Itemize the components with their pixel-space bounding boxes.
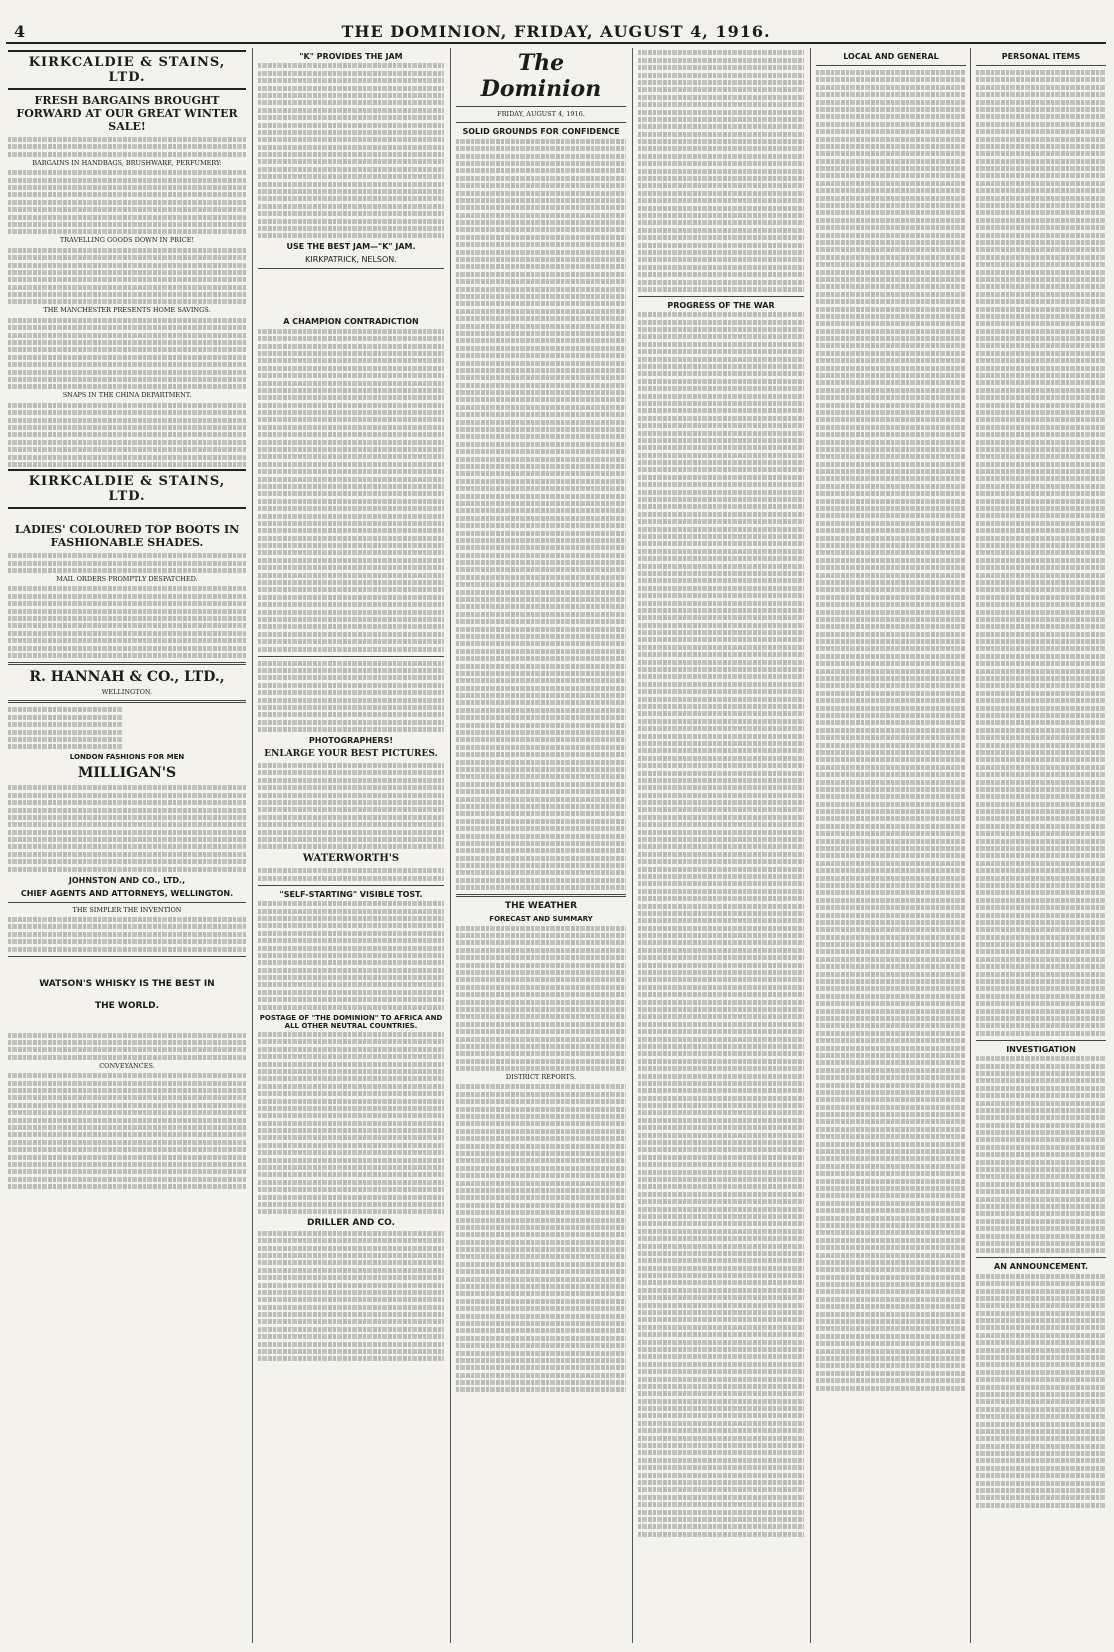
jam-use: USE THE BEST JAM—"K" JAM. <box>286 242 416 252</box>
district-heading: DISTRICT REPORTS. <box>505 1073 577 1082</box>
divider <box>976 1040 1106 1041</box>
conveyances-heading: CONVEYANCES. <box>99 1061 155 1070</box>
divider <box>638 296 804 297</box>
page-header <box>6 22 1106 44</box>
hannah-sub: WELLINGTON. <box>101 688 153 696</box>
jam-place: KIRKPATRICK, NELSON. <box>305 255 397 265</box>
article-text <box>456 926 626 1071</box>
divider <box>8 956 246 957</box>
boots-title: LADIES' COLOURED TOP BOOTS IN FASHIONABLE SHADES. <box>14 523 240 550</box>
champion-title: A CHAMPION CONTRADICTION <box>283 317 419 327</box>
column-rule <box>632 48 633 1643</box>
advert-text <box>258 63 444 238</box>
sale-title: FRESH BARGAINS BROUGHT FORWARD AT OUR GREAT WINTER SALE! <box>16 94 238 133</box>
column-rule <box>450 48 451 1643</box>
advert-text <box>258 763 444 849</box>
whisky-ad: WATSON'S WHISKY IS THE BEST IN THE WORLD. <box>39 978 215 1011</box>
advert-text <box>8 707 123 749</box>
editorial-column <box>456 48 626 1643</box>
divider <box>976 65 1106 66</box>
divider <box>816 65 966 66</box>
agents-heading: CHIEF AGENTS AND ATTORNEYS, WELLINGTON. <box>20 888 234 898</box>
jam-title: "K" PROVIDES THE JAM <box>299 52 403 61</box>
column-rule <box>252 48 253 1643</box>
postage-title: POSTAGE OF "THE DOMINION" TO AFRICA AND ALL OTHER NEUTRAL COUNTRIES. <box>259 1013 443 1030</box>
johnston-heading: JOHNSTON AND CO., LTD., <box>68 875 186 885</box>
war-column <box>638 48 804 1643</box>
advert-text <box>8 403 246 467</box>
kirkcaldie-title-2: KIRKCALDIE & STAINS, LTD. <box>8 469 246 509</box>
personal-title: PERSONAL ITEMS <box>1001 52 1081 61</box>
advert-text <box>258 901 444 1009</box>
advert-text <box>8 785 246 871</box>
hannah-title: R. HANNAH & CO., LTD., <box>29 669 225 685</box>
divider <box>8 662 246 665</box>
article-text <box>976 1056 1106 1253</box>
local-column <box>816 48 966 1643</box>
kirkcaldie-title: KIRKCALDIE & STAINS, LTD. <box>8 50 246 90</box>
advert-text <box>8 586 246 658</box>
announcement-title: AN ANNOUNCEMENT. <box>994 1262 1088 1272</box>
divider <box>8 902 246 903</box>
driller-title: DRILLER AND CO. <box>306 1218 395 1229</box>
article-text <box>456 139 626 890</box>
photographers-title: PHOTOGRAPHERS! <box>308 736 394 746</box>
divider <box>456 122 626 123</box>
progress-title: PROGRESS OF THE WAR <box>667 300 775 310</box>
advert-text <box>8 1073 246 1189</box>
self-starting-title: "SELF-STARTING" VISIBLE TOST. <box>279 889 423 899</box>
divider <box>8 700 246 703</box>
mail-heading: MAIL ORDERS PROMPTLY DESPATCHED. <box>56 575 198 584</box>
advert-text <box>258 868 444 880</box>
leader-title: SOLID GROUNDS FOR CONFIDENCE <box>462 127 620 137</box>
advert-text <box>8 248 246 305</box>
investigation-title: INVESTIGATION <box>1006 1044 1076 1054</box>
advert-column-2 <box>258 48 444 1643</box>
article-text <box>976 1274 1106 1508</box>
milligans-sub: LONDON FASHIONS FOR MEN <box>69 753 185 762</box>
article-text <box>638 50 804 292</box>
column-rule <box>810 48 811 1643</box>
simpler-heading: THE SIMPLER THE INVENTION <box>72 905 182 914</box>
local-title: LOCAL AND GENERAL <box>843 52 939 61</box>
advert-text <box>258 1032 444 1214</box>
article-text <box>456 1084 626 1392</box>
column-rule <box>970 48 971 1643</box>
advert-text <box>8 137 246 157</box>
masthead: THE DOMINION, FRIDAY, AUGUST 4, 1916. <box>341 22 771 41</box>
article-text <box>816 70 966 1391</box>
advert-text <box>8 917 246 952</box>
travelling-heading: TRAVELLING GOODS DOWN IN PRICE! <box>59 236 195 245</box>
manchester-heading: THE MANCHESTER PRESENTS HOME SAVINGS. <box>43 306 211 315</box>
divider <box>258 656 444 657</box>
advert-text <box>8 553 246 573</box>
advert-text <box>8 1033 246 1060</box>
divider <box>976 1257 1106 1258</box>
waterworths-title: WATERWORTH'S <box>302 853 400 865</box>
divider <box>258 885 444 886</box>
page-number: 4 <box>14 22 26 41</box>
dateline: FRIDAY, AUGUST 4, 1916. <box>497 110 585 118</box>
china-heading: SNAPS IN THE CHINA DEPARTMENT. <box>62 391 192 400</box>
enlarge-title: ENLARGE YOUR BEST PICTURES. <box>264 749 438 760</box>
divider <box>456 106 626 107</box>
divider <box>456 894 626 897</box>
advert-text <box>8 318 246 390</box>
advert-text <box>8 170 246 234</box>
divider <box>258 268 444 269</box>
milligans-title: MILLIGAN'S <box>77 765 177 782</box>
weather-title: THE WEATHER <box>504 901 578 912</box>
advert-text <box>258 1231 444 1362</box>
advert-column <box>8 48 246 1643</box>
advert-text <box>258 329 444 652</box>
weather-sub: FORECAST AND SUMMARY <box>489 915 593 924</box>
advert-text <box>258 661 444 733</box>
personal-column <box>976 48 1106 1643</box>
article-text <box>638 312 804 1536</box>
dominion-logo: The Dominion <box>480 50 602 102</box>
handbags-heading: BARGAINS IN HANDBAGS, BRUSHWARE, PERFUMERY: <box>32 158 222 167</box>
article-text <box>976 70 1106 1036</box>
